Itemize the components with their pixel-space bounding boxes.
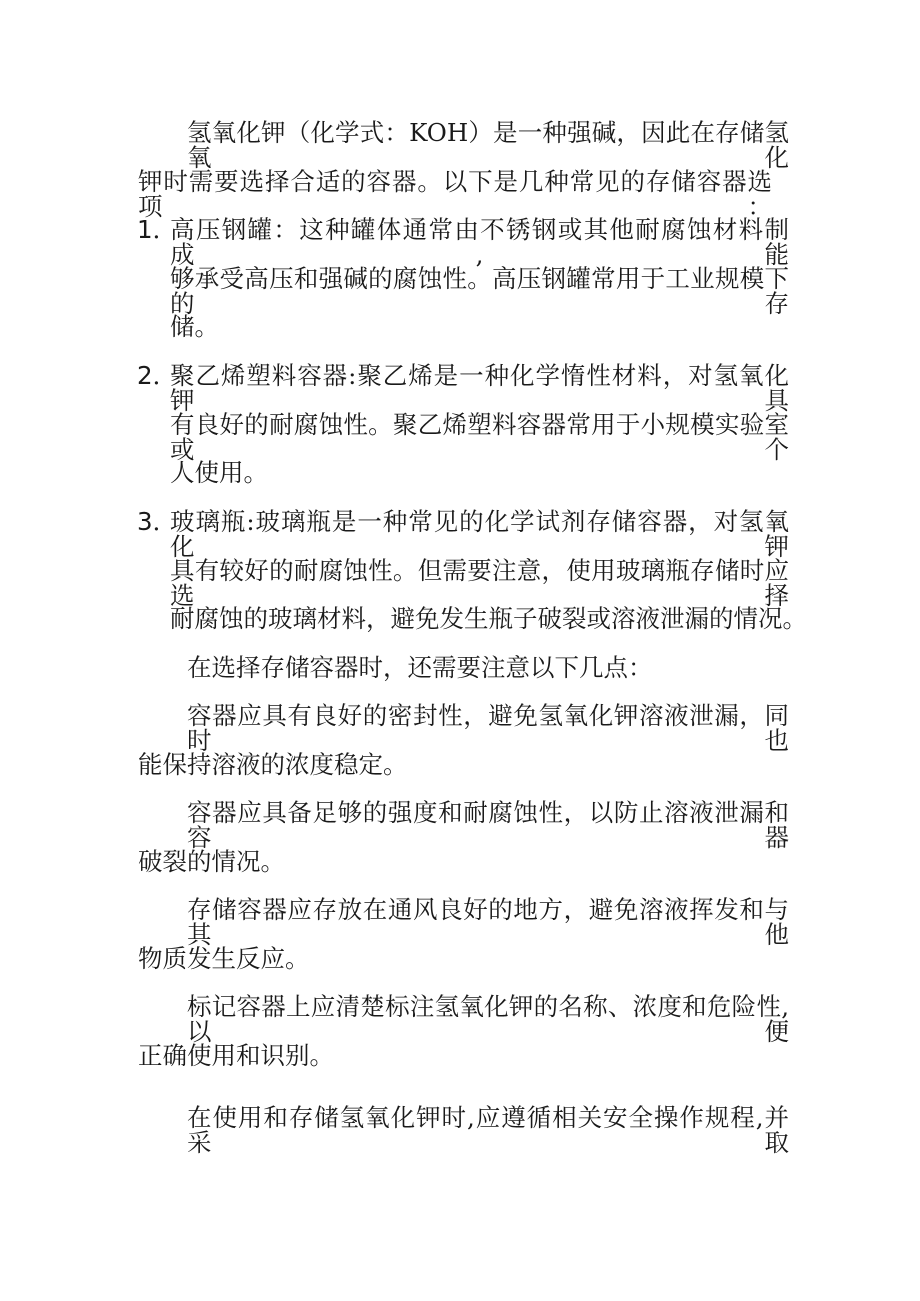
option-1-line-3: 储。 xyxy=(170,312,219,341)
note-3-line-2: 物质发生反应。 xyxy=(138,944,310,973)
note-3-line-1: 存储容器应存放在通风良好的地方，避免溶液挥发和与其他 xyxy=(187,895,789,949)
note-1-line-2: 能保持溶液的浓度稳定。 xyxy=(138,750,408,779)
intro-line-2: 钾时需要选择合适的容器。以下是几种常见的存储容器选项： xyxy=(138,167,772,221)
closing-line-1: 在使用和存储氢氧化钾时,应遵循相关安全操作规程,并采取 xyxy=(187,1103,789,1157)
intro-line-1: 氢氧化钾（化学式：KOH）是一种强碱，因此在存储氢氧化 xyxy=(187,118,789,172)
note-2-line-2: 破裂的情况。 xyxy=(138,847,285,876)
option-2-line-3: 人使用。 xyxy=(170,458,268,487)
option-1-line-2: 够承受高压和强碱的腐蚀性。高压钢罐常用于工业规模下的存 xyxy=(170,264,789,318)
note-1-line-1: 容器应具有良好的密封性，避免氢氧化钾溶液泄漏，同时也 xyxy=(187,701,789,755)
notes-heading: 在选择存储容器时，还需要注意以下几点： xyxy=(187,653,653,682)
list-number: 3． xyxy=(137,507,178,536)
option-1-line-1: 高压钢罐：这种罐体通常由不锈钢或其他耐腐蚀材料制成,能 xyxy=(170,215,789,269)
note-4-line-1: 标记容器上应清楚标注氢氧化钾的名称、浓度和危险性,以便 xyxy=(187,992,789,1046)
option-3-line-2: 具有较好的耐腐蚀性。但需要注意，使用玻璃瓶存储时应选择 xyxy=(170,556,789,610)
option-3-line-3: 耐腐蚀的玻璃材料，避免发生瓶子破裂或溶液泄漏的情况。 xyxy=(170,604,807,633)
note-4-line-2: 正确使用和识别。 xyxy=(138,1041,334,1070)
list-number: 2． xyxy=(137,361,178,390)
option-2-line-1: 聚乙烯塑料容器:聚乙烯是一种化学惰性材料，对氢氧化钾具 xyxy=(170,361,789,415)
option-3-line-1: 玻璃瓶:玻璃瓶是一种常见的化学试剂存储容器，对氢氧化钾 xyxy=(170,507,789,561)
option-2-line-2: 有良好的耐腐蚀性。聚乙烯塑料容器常用于小规模实验室或个 xyxy=(170,410,789,464)
note-2-line-1: 容器应具备足够的强度和耐腐蚀性，以防止溶液泄漏和容器 xyxy=(187,798,789,852)
list-number: 1． xyxy=(137,215,178,244)
